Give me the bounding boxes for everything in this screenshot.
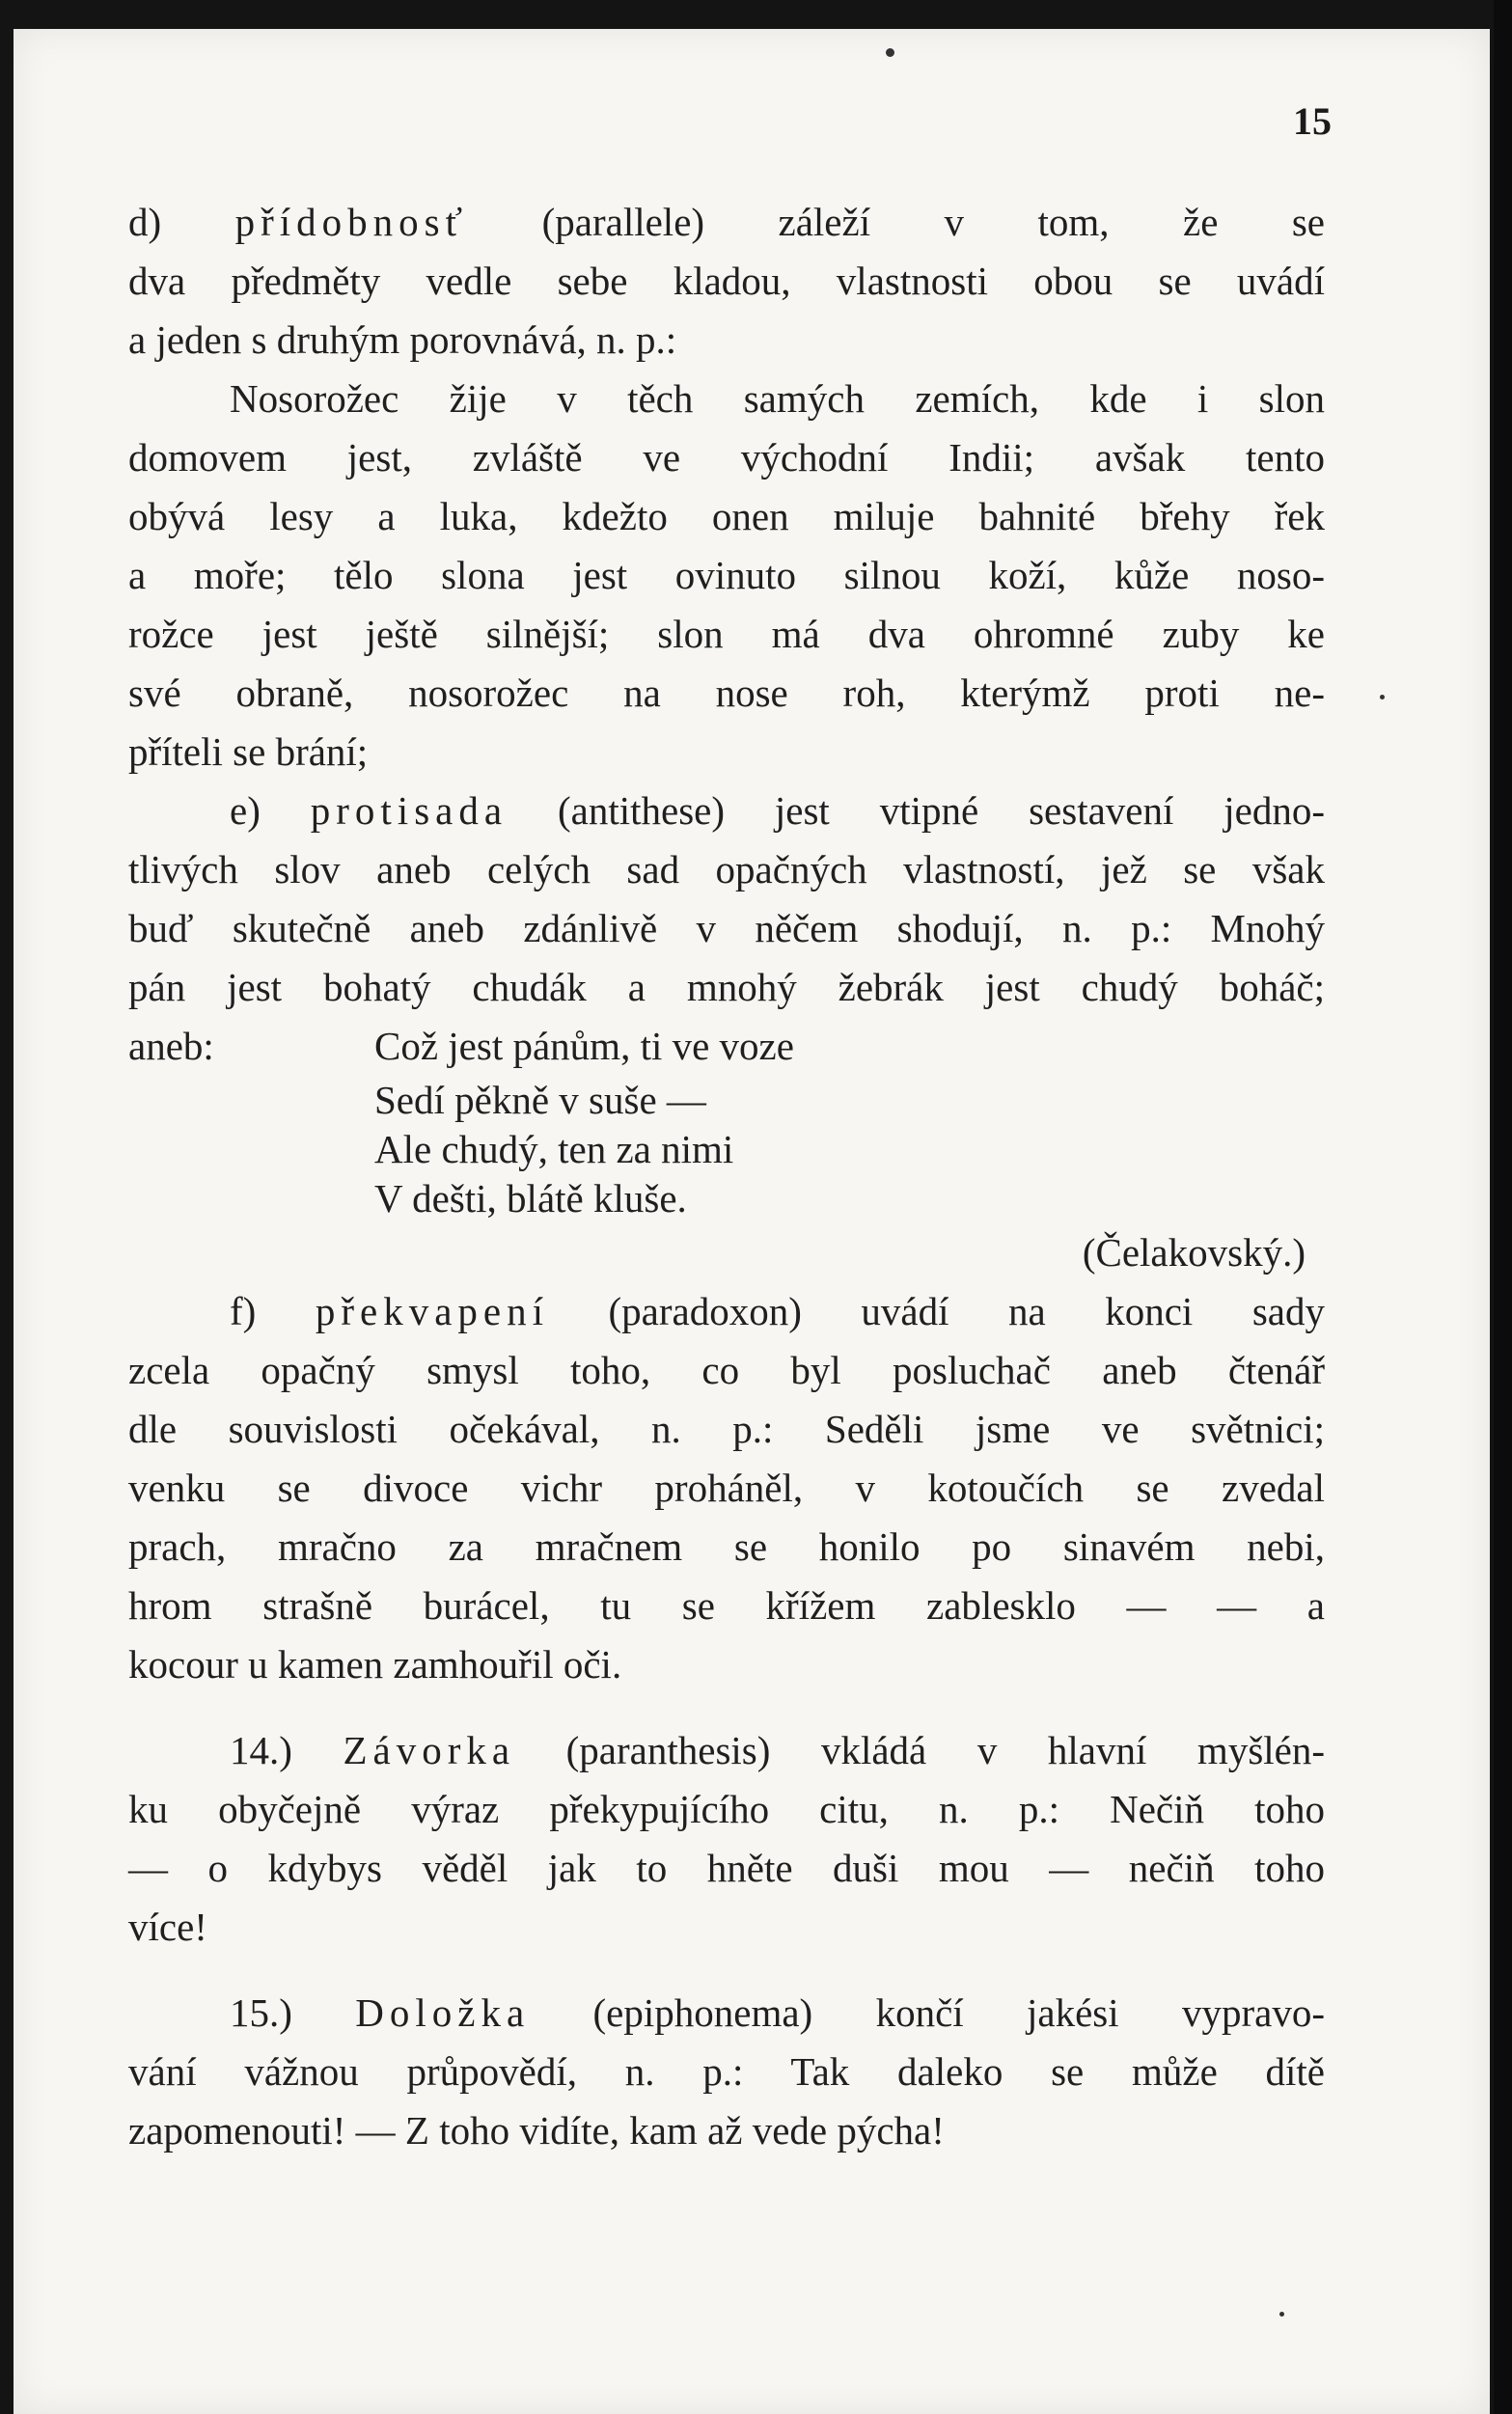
verse-line: Což jest pánům, ti ve voze bbox=[374, 1024, 794, 1068]
text-line: zapomenouti! — Z toho vidíte, kam až vede pýcha! bbox=[128, 2108, 945, 2153]
text-line: pán jest bohatý chudák a mnohý žebrák jest chudý boháč; bbox=[128, 965, 1325, 1009]
text-run: (paradoxon) uvádí na konci sady bbox=[608, 1289, 1326, 1333]
item-label: e) bbox=[230, 788, 261, 833]
paragraph-e-first-line bbox=[128, 782, 1325, 840]
text-line: ku obyčejně výraz překypujícího citu, n. p.: Nečiň toho bbox=[128, 1787, 1325, 1831]
text-run: (paranthesis) vkládá v hlavní myšlén- bbox=[565, 1728, 1326, 1772]
text-line: buď skutečně aneb zdánlivě v něčem shodují, n. p.: Mnohý bbox=[128, 906, 1325, 950]
specks bbox=[1380, 695, 1385, 700]
section-number: 14.) bbox=[230, 1728, 292, 1772]
paragraph-d-first-line bbox=[128, 193, 1325, 252]
specks bbox=[886, 48, 894, 57]
text-line: obývá lesy a luka, kdežto onen miluje bahnité břehy řek bbox=[128, 494, 1325, 538]
text-line: dva předměty vedle sebe kladou, vlastnosti obou se uvádí bbox=[128, 259, 1325, 303]
item-label: d) bbox=[128, 200, 162, 244]
term: překvapení bbox=[315, 1289, 549, 1333]
section-number: 15.) bbox=[230, 1990, 292, 2035]
text-line: venku se divoce vichr proháněl, v kotoučích se zvedal bbox=[128, 1466, 1325, 1510]
paragraph-f-first-line bbox=[128, 1282, 1325, 1341]
text-line: rožce jest ještě silnější; slon má dva ohromné zuby ke bbox=[128, 612, 1325, 656]
section-15-first-line bbox=[128, 1984, 1325, 2043]
verse-line: V dešti, blátě kluše. bbox=[374, 1176, 687, 1221]
text-line: zcela opačný smysl toho, co byl posluchač aneb čtenář bbox=[128, 1348, 1325, 1392]
text-line: Nosorožec žije v těch samých zemích, kde i slon bbox=[230, 376, 1325, 421]
text-line: a jeden s druhým porovnává, n. p.: bbox=[128, 317, 677, 362]
text-line: více! bbox=[128, 1905, 207, 1949]
scan-edge bbox=[1494, 0, 1512, 2414]
text-line: své obraně, nosorožec na nose roh, kterýmž proti ne- bbox=[128, 671, 1325, 715]
paragraph-gap bbox=[128, 1957, 1325, 1984]
text-line: kocour u kamen zamhouřil oči. bbox=[128, 1642, 622, 1687]
text-line: prach, mračno za mračnem se honilo po sinavém nebi, bbox=[128, 1524, 1325, 1569]
text-run: (epiphonema) končí jakési vypravo- bbox=[592, 1990, 1325, 2035]
paragraph-gap bbox=[128, 1694, 1325, 1721]
text-line: vání vážnou průpovědí, n. p.: Tak daleko se může dítě bbox=[128, 2049, 1325, 2094]
specks bbox=[1279, 2312, 1284, 2317]
text-line: příteli se brání; bbox=[128, 729, 369, 774]
verse-first-line bbox=[128, 1017, 1325, 1076]
verse-lead: aneb: bbox=[128, 1024, 214, 1068]
text-line: hrom strašně burácel, tu se křížem zablesklo — — a bbox=[128, 1583, 1325, 1628]
text-run: (antithese) jest vtipné sestavení jedno- bbox=[557, 788, 1326, 833]
text-line: tlivých slov aneb celých sad opačných vlastností, jež se však bbox=[128, 847, 1325, 892]
page-number: 15 bbox=[1293, 99, 1332, 143]
verse-line: Ale chudý, ten za nimi bbox=[374, 1127, 734, 1171]
term: Doložka bbox=[355, 1990, 531, 2035]
page-body bbox=[128, 193, 1325, 2160]
text-line: a moře; tělo slona jest ovinuto silnou koží, kůže noso- bbox=[128, 553, 1325, 597]
term: protisada bbox=[310, 788, 509, 833]
verse-line: Sedí pěkně v suše — bbox=[374, 1078, 706, 1122]
text-line: domovem jest, zvláště ve východní Indii; avšak tento bbox=[128, 435, 1325, 480]
verse-author: (Čelakovský.) bbox=[1082, 1230, 1306, 1275]
text-line: — o kdybys věděl jak to hněte duši mou — nečiň toho bbox=[128, 1846, 1325, 1890]
text-line: dle souvislosti očekával, n. p.: Seděli jsme ve světnici; bbox=[128, 1407, 1325, 1451]
term: přídobnosť bbox=[234, 200, 469, 244]
term: Závorka bbox=[343, 1728, 516, 1772]
section-14-first-line bbox=[128, 1721, 1325, 1780]
item-label: f) bbox=[230, 1289, 257, 1333]
text-run: (parallele) záleží v tom, že se bbox=[541, 200, 1326, 244]
